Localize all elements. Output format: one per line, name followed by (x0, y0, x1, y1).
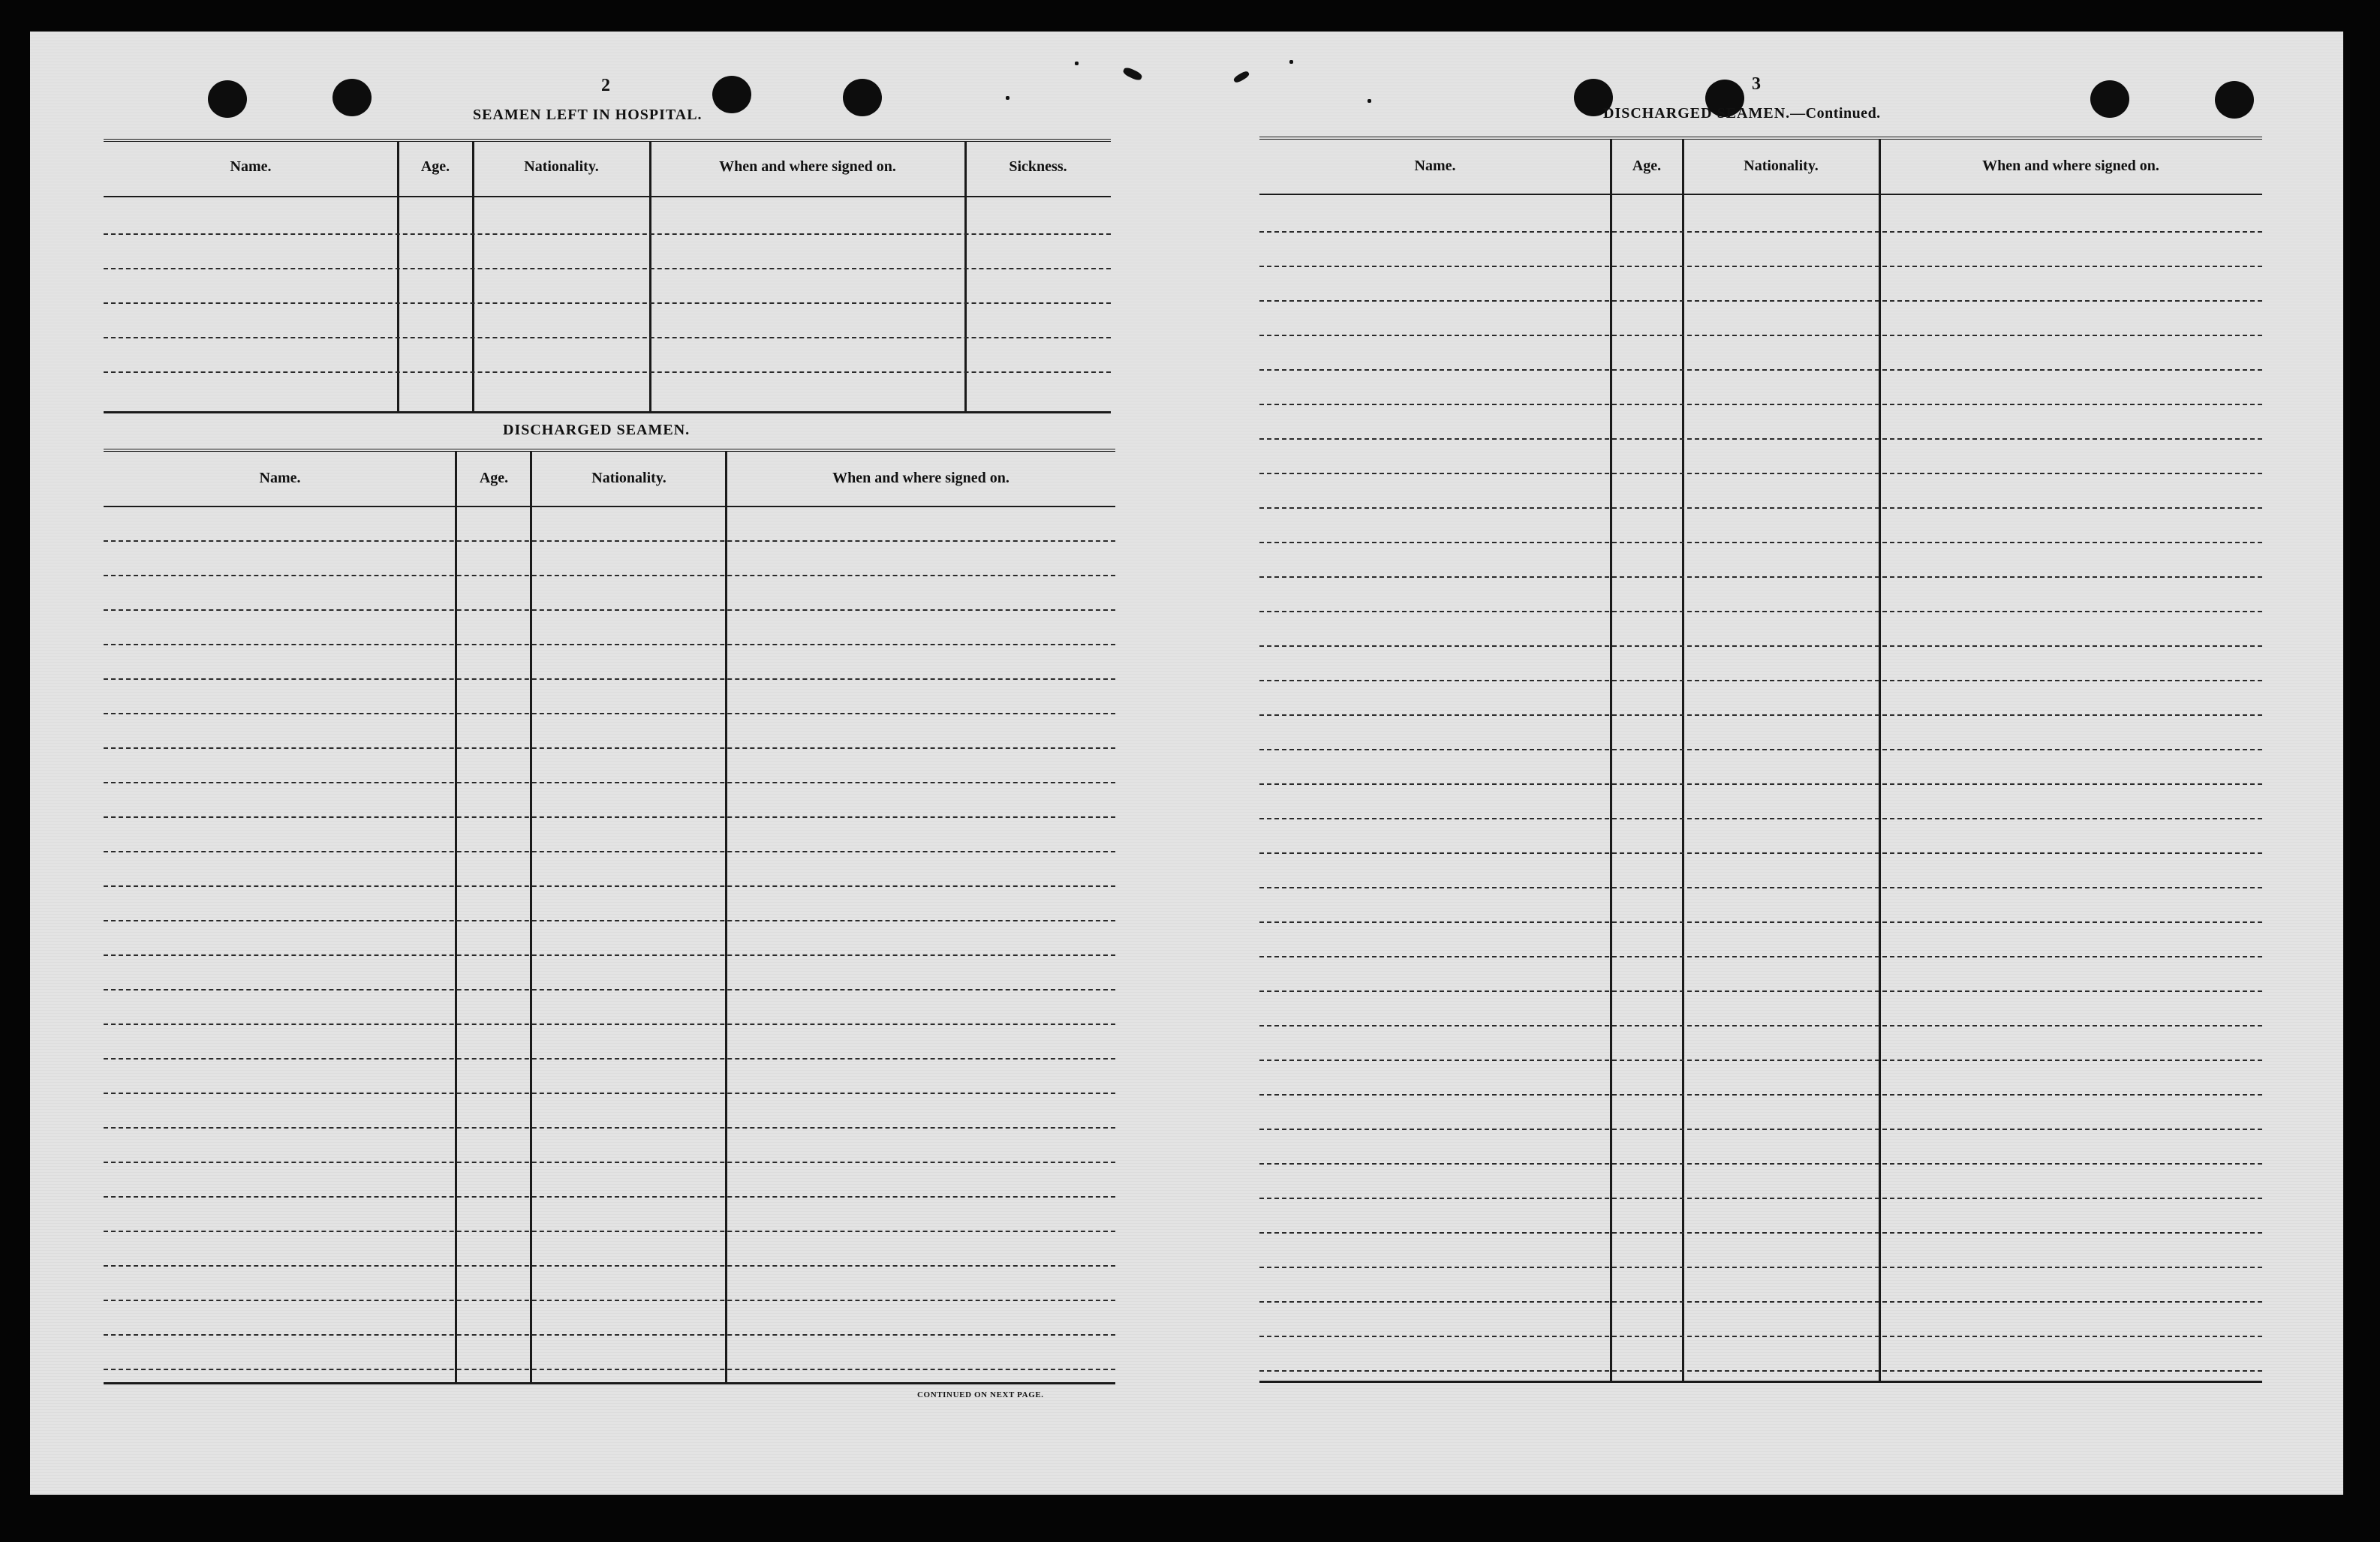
table-row (1259, 1336, 2262, 1337)
section-title-seamen-left-in-hospital: SEAMEN LEFT IN HOSPITAL. (473, 107, 703, 123)
table-row (1259, 887, 2262, 888)
column-divider (725, 452, 727, 1384)
table-row (1259, 1232, 2262, 1234)
table-row (104, 1300, 1115, 1301)
punch-hole (2215, 81, 2254, 119)
table-row (1259, 542, 2262, 543)
table-row (104, 1058, 1115, 1060)
column-divider (1610, 140, 1612, 1382)
ink-speck (1289, 60, 1293, 64)
table-row (1259, 507, 2262, 509)
page-number: 2 (601, 76, 610, 95)
table-row (104, 920, 1115, 921)
punch-hole (843, 79, 882, 116)
section-title-discharged-seamen: DISCHARGED SEAMEN. (503, 422, 691, 438)
table-row (104, 1196, 1115, 1198)
table-bottom-rule (1259, 1381, 2262, 1383)
table-row (104, 1369, 1115, 1370)
table-row (104, 1231, 1115, 1232)
table-row (104, 644, 1115, 645)
table-row (1259, 818, 2262, 819)
table-row (104, 885, 1115, 887)
col-header-when-where-signed-on: When and where signed on. (1982, 158, 2159, 174)
col-header-age: Age. (479, 470, 509, 486)
table-row (1259, 231, 2262, 233)
table-row (104, 678, 1115, 680)
table-row (1259, 1129, 2262, 1130)
table-row (104, 302, 1111, 304)
section-title-main: DISCHARGED SEAMEN. (1603, 105, 1791, 122)
punch-hole (332, 79, 372, 116)
table-row (104, 954, 1115, 956)
col-header-sickness: Sickness. (1009, 158, 1067, 175)
table-row (1259, 473, 2262, 474)
table-header (104, 452, 1115, 507)
col-header-age: Age. (420, 158, 450, 175)
table-header (1259, 140, 2262, 195)
table-row (104, 268, 1111, 269)
table-row (104, 816, 1115, 818)
table-row (1259, 404, 2262, 405)
table-bottom-rule (104, 1382, 1115, 1384)
table-row (104, 1093, 1115, 1094)
table-row (1259, 611, 2262, 612)
col-header-nationality: Nationality. (591, 470, 666, 486)
table-row (104, 233, 1111, 235)
col-header-age: Age. (1632, 158, 1662, 174)
table-row (104, 1023, 1115, 1025)
table-row (1259, 990, 2262, 992)
table-row (1259, 1163, 2262, 1165)
table-row (1259, 266, 2262, 267)
table-row (1259, 645, 2262, 647)
col-header-when-where-signed-on: When and where signed on. (719, 158, 896, 175)
table-row (104, 713, 1115, 714)
table-row (104, 747, 1115, 749)
column-divider (1879, 140, 1881, 1382)
table-row (104, 851, 1115, 852)
ink-speck (1075, 62, 1079, 65)
col-header-name: Name. (259, 470, 301, 486)
discharged-table-right (1259, 137, 2262, 1388)
table-row (1259, 1301, 2262, 1303)
table-bottom-rule (104, 411, 1111, 413)
table-row (104, 1162, 1115, 1163)
column-divider (455, 452, 457, 1384)
table-row (104, 540, 1115, 542)
punch-hole (208, 80, 247, 118)
punch-hole (712, 76, 751, 113)
table-row (104, 1265, 1115, 1267)
table-row (104, 782, 1115, 783)
discharged-table-left (104, 449, 1115, 1390)
table-row (1259, 783, 2262, 785)
table-row (1259, 1267, 2262, 1268)
col-header-when-where-signed-on: When and where signed on. (832, 470, 1009, 486)
table-row (1259, 369, 2262, 371)
ink-speck (1368, 99, 1371, 103)
continued-on-next-page-note: CONTINUED ON NEXT PAGE. (917, 1390, 1044, 1399)
table-row (1259, 1198, 2262, 1199)
table-row (1259, 921, 2262, 923)
table-row (1259, 438, 2262, 440)
table-row (1259, 956, 2262, 957)
section-title-discharged-seamen-continued (1603, 105, 1881, 122)
table-row (104, 609, 1115, 611)
col-header-name: Name. (1414, 158, 1456, 174)
section-title-suffix: —Continued. (1790, 105, 1881, 122)
table-row (1259, 300, 2262, 302)
table-header (104, 142, 1111, 197)
table-row (104, 575, 1115, 576)
ink-speck (1006, 96, 1009, 100)
table-row (1259, 576, 2262, 578)
table-row (104, 1127, 1115, 1129)
column-divider (1682, 140, 1684, 1382)
table-row (1259, 1094, 2262, 1096)
table-row (1259, 749, 2262, 750)
col-header-nationality: Nationality. (524, 158, 599, 175)
page-number: 3 (1752, 74, 1761, 94)
table-row (1259, 714, 2262, 716)
table-row (1259, 680, 2262, 681)
table-row (1259, 1060, 2262, 1061)
table-row (104, 1334, 1115, 1336)
column-divider (530, 452, 532, 1384)
table-row (1259, 1370, 2262, 1372)
col-header-name: Name. (230, 158, 272, 175)
table-row (1259, 335, 2262, 336)
table-row (104, 989, 1115, 990)
table-row (1259, 852, 2262, 854)
table-row (1259, 1025, 2262, 1026)
table-row (104, 371, 1111, 373)
col-header-nationality: Nationality. (1744, 158, 1819, 174)
hospital-table (104, 139, 1111, 416)
table-row (104, 337, 1111, 338)
punch-hole (2090, 80, 2129, 118)
